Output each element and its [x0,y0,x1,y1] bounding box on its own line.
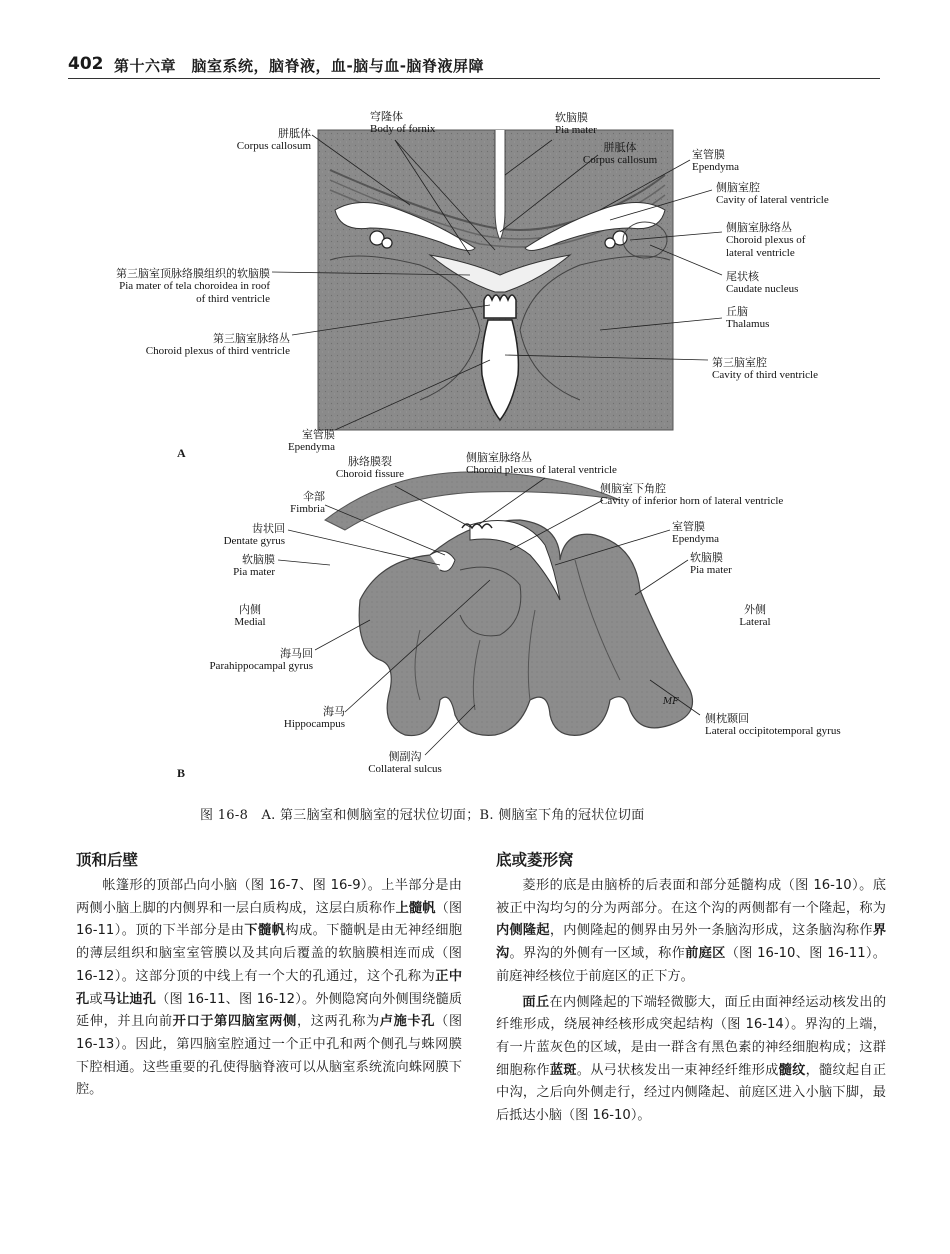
paragraph-facial-colliculus: 面丘在内侧隆起的下端轻微膨大，面丘由面神经运动核发出的纤维形成，绕展神经核形成突起结构（图 16-14）。界沟的上端，有一片蓝灰色的区域，是由一群含有黑色素的神经细胞构成；这群细胞称作蓝斑。从弓状核发出一束神经纤维形成髓纹，髓纹起自正中沟，之后向外侧走行，经过内侧隆起、前庭区进入小脑下脚，最后抵达小脑（图 16-10）。 [496,994,887,1124]
label-choroid-plexus-lateral-b: 侧脑室脉络丛 Choroid plexus of lateral ventricle [466,451,617,476]
chapter-title: 第十六章 脑室系统，脑脊液，血-脑与血-脑脊液屏障 [114,57,484,75]
label-ependyma-top: 室管膜 Ependyma [692,148,740,173]
label-choroid-fissure: 脉络膜裂 Choroid fissure [335,455,405,480]
label-cavity-lateral-ventricle: 侧脑室腔 Cavity of lateral ventricle [716,181,829,206]
figure-caption: 图 16-8 A. 第三脑室和侧脑室的冠状位切面；B. 侧脑室下角的冠状位切面 [200,808,645,823]
paragraph-floor: 菱形的底是由脑桥的后表面和部分延髓构成（图 16-10）。底被正中沟均匀的分为两部分。在这个沟的两侧都有一个隆起，称为内侧隆起，内侧隆起的侧界由另外一条脑沟形成，这条脑沟称作界沟。界沟的外侧有一区域，称作前庭区（图 16-10、图 16-11）。前庭神经核位于前庭区的正下方。 [496,878,887,984]
label-pia-mater-right: 软脑膜 Pia mater [690,551,732,576]
panel-a-drawing [318,130,673,430]
label-inferior-horn: 侧脑室下角腔 Cavity of inferior horn of lateral ventricle [600,482,784,507]
label-pia-tela-choroidea: 第三脑室顶脉络膜组织的软脑膜 Pia mater of tela choroidea in roof of third ventricle [116,267,270,305]
label-body-of-fornix: 穹隆体 Body of fornix [370,110,436,135]
page-number: 402 [68,54,104,74]
label-corpus-callosum-right: 胼胝体 Corpus callosum [582,141,658,166]
label-lateral-occipitotemporal: 侧枕颞回 Lateral occipitotemporal gyrus [705,712,841,737]
label-choroid-plexus-third: 第三脑室脉络丛 Choroid plexus of third ventricle [145,332,290,357]
paragraph-roof: 帐篷形的顶部凸向小脑（图 16-7、图 16-9）。上半部分是由两侧小脑上脚的内侧界和一层白质构成，这层白质称作上髓帆（图 16-11）。顶的下半部分是由下髓帆构成。下髓帆是由无神经细胞的薄层组织和脑室室管膜以及其向后覆盖的软脑膜相连而成（图 16-12）。这部分顶的中线上有一个大的孔通过，这个孔称为正中孔或马让迪孔（图 16-11、图 16-12）。外侧隐窝向外侧围绕髓质延伸，并且向前开口于第四脑室两侧，这两孔称为卢施卡孔（图 16-13）。因此，第四脑室腔通过一个正中孔和两个侧孔与蛛网膜下腔相通。这些重要的孔使得脑脊液可以从脑室系统流向蛛网膜下腔。 [76,878,463,1098]
label-corpus-callosum-left: 胼胝体 Corpus callosum [236,127,311,152]
label-medial: 内侧 Medial [234,603,266,628]
section-title-roof: 顶和后壁 [76,851,139,869]
label-dentate-gyrus: 齿状回 Dentate gyrus [223,522,285,547]
label-ependyma-bottom: 室管膜 Ependyma [287,428,335,453]
label-caudate-nucleus: 尾状核 Caudate nucleus [726,270,799,295]
label-fimbria: 伞部 Fimbria [290,490,325,515]
label-pia-mater-left: 软脑膜 Pia mater [233,553,275,578]
label-cavity-third-ventricle: 第三脑室腔 Cavity of third ventricle [712,356,818,381]
panel-b-drawing [325,472,693,736]
section-title-floor: 底或菱形窝 [496,851,574,869]
label-pia-mater-a: 软脑膜 Pia mater [555,111,597,136]
label-hippocampus: 海马 Hippocampus [283,705,345,730]
panel-b-letter: B [177,766,186,780]
right-column-text [496,875,886,1128]
label-ependyma-b: 室管膜 Ependyma [672,520,720,545]
left-column-text [76,875,462,1102]
artist-signature: MF [663,697,679,707]
panel-a-letter: A [177,446,186,460]
label-parahippocampal-gyrus: 海马回 Parahippocampal gyrus [209,647,313,672]
label-lateral: 外侧 Lateral [739,603,771,628]
label-thalamus: 丘脑 Thalamus [726,305,770,330]
label-choroid-plexus-lateral: 侧脑室脉络丛 Choroid plexus of lateral ventricle [726,221,806,259]
label-collateral-sulcus: 侧副沟 Collateral sulcus [368,750,442,775]
